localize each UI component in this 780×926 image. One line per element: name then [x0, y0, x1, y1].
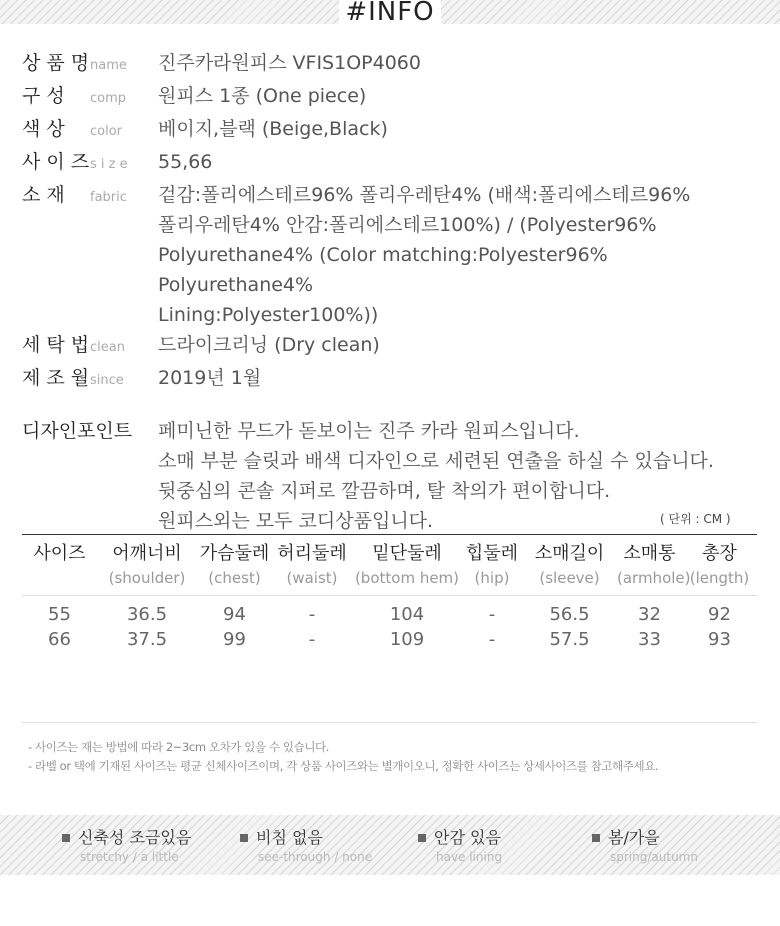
cell: 92: [708, 604, 731, 625]
table-body: [22, 596, 757, 652]
feature-ko: 비침 없음: [256, 828, 323, 847]
info-row-since: [22, 363, 762, 396]
feature-ko: 안감 있음: [434, 828, 501, 847]
header-en-waist: (waist): [286, 569, 338, 587]
header-length: 총장: [702, 543, 737, 564]
cell: 55: [48, 604, 71, 625]
header-shoulder: 어깨너비: [112, 543, 182, 564]
value: 원피스 1종 (One piece): [158, 85, 367, 107]
label-en: name: [90, 58, 127, 73]
cell: 57.5: [549, 629, 590, 650]
value: 진주카라원피스 VFIS1OP4060: [158, 52, 421, 74]
cell: -: [308, 604, 316, 625]
bullet-square-icon: [418, 834, 426, 842]
label-ko: 소 재: [22, 184, 65, 206]
label-en: since: [90, 373, 124, 388]
info-row-color: [22, 114, 762, 147]
size-notes: [28, 738, 658, 776]
table-header-ko: [22, 535, 757, 567]
cell: -: [308, 629, 316, 650]
feature-en: stretchy / a little: [80, 850, 179, 864]
feature-ko: 봄/가을: [608, 828, 660, 847]
header-chest: 가슴둘레: [199, 543, 270, 564]
info-row-comp: [22, 81, 762, 114]
cell: 36.5: [126, 604, 168, 625]
table-row: [22, 627, 757, 652]
header-en-shoulder: (shoulder): [108, 569, 186, 587]
cell: 94: [223, 604, 246, 625]
design-point: [22, 416, 762, 536]
label-ko: 사 이 즈: [22, 151, 90, 173]
feature-band: [0, 815, 780, 875]
cell: 32: [638, 604, 661, 625]
design-line: 원피스외는 모두 코디상품입니다.: [158, 510, 434, 532]
unit-label: ( 단위 : CM ): [660, 512, 731, 526]
cell: 56.5: [549, 604, 590, 625]
value-line: Polyurethane4% (Color matching:Polyester96% Polyurethane4%: [158, 244, 608, 296]
header-sleeve: 소매길이: [534, 543, 605, 564]
bullet-square-icon: [62, 834, 70, 842]
cell: 37.5: [126, 629, 168, 650]
design-line: 소매 부분 슬릿과 배색 디자인으로 세련된 연출을 하실 수 있습니다.: [158, 450, 714, 472]
value-line: 겉감:폴리에스테르96% 폴리우레탄4% (배색:폴리에스테르96%: [158, 184, 691, 206]
info-row-fabric: [22, 180, 762, 330]
value: 베이지,블랙 (Beige,Black): [158, 118, 388, 140]
notes-divider: [22, 722, 757, 723]
note-line: - 사이즈는 재는 방법에 따라 2~3cm 오차가 있을 수 있습니다.: [28, 740, 329, 754]
bullet-square-icon: [592, 834, 600, 842]
label-en: comp: [90, 91, 127, 106]
header-hip: 힙둘레: [465, 543, 519, 564]
bullet-square-icon: [240, 834, 248, 842]
header-en-length: (length): [689, 569, 750, 587]
feature-stretch: [62, 827, 191, 865]
cell: -: [488, 629, 496, 650]
cell: 93: [708, 629, 731, 650]
size-table: [22, 534, 757, 652]
info-row-clean: [22, 330, 762, 363]
label-en: color: [90, 124, 123, 139]
table-row: [22, 602, 757, 627]
header-en-bottom-hem: (bottom hem): [354, 569, 460, 587]
table-header-en: [22, 567, 757, 589]
label-en: fabric: [90, 190, 127, 205]
header-en-armhole: (armhole): [617, 569, 691, 587]
label-en: s i z e: [90, 157, 128, 172]
feature-seethrough: [240, 827, 372, 865]
feature-ko: 신축성 조금있음: [78, 828, 192, 847]
header-armhole: 소매통: [623, 543, 676, 564]
cell: 66: [48, 629, 71, 650]
product-info: [22, 48, 762, 536]
label-ko: 구 성: [22, 85, 65, 107]
header-en-sleeve: (sleeve): [539, 569, 600, 587]
section-title: #INFO: [0, 0, 780, 27]
design-point-label: 디자인포인트: [22, 420, 133, 442]
cell: 104: [389, 604, 425, 625]
info-row-size: [22, 147, 762, 180]
info-row-name: [22, 48, 762, 81]
cell: 109: [389, 629, 425, 650]
design-line: 뒷중심의 콘솔 지퍼로 깔끔하며, 탈 착의가 편이합니다.: [158, 480, 611, 502]
header-en-chest: (chest): [208, 569, 261, 587]
value-line: Lining:Polyester100%)): [158, 304, 379, 326]
note-line: - 라벨 or 택에 기재된 사이즈는 평균 신체사이즈이며, 각 상품 사이즈와는 별개이오니, 정확한 사이즈는 상세사이즈를 참고해주세요.: [28, 759, 659, 773]
design-line: 페미닌한 무드가 돋보이는 진주 카라 원피스입니다.: [158, 420, 580, 442]
feature-lining: [418, 827, 502, 865]
value-line: 폴리우레탄4% 안감:폴리에스테르100%) / (Polyester96%: [158, 214, 657, 236]
cell: 33: [638, 629, 661, 650]
cell: 99: [223, 629, 246, 650]
label-ko: 색 상: [22, 118, 65, 140]
feature-en: have lining: [436, 850, 503, 864]
label-ko: 제 조 월: [22, 367, 90, 389]
value: 55,66: [158, 151, 213, 173]
value: 2019년 1월: [158, 367, 262, 389]
value: 드라이크리닝 (Dry clean): [158, 334, 380, 356]
label-en: clean: [90, 340, 125, 355]
cell: -: [488, 604, 496, 625]
feature-season: [592, 827, 698, 865]
header-en-size: [22, 567, 97, 589]
header-size: 사이즈: [33, 543, 86, 564]
feature-en: see-through / none: [258, 850, 373, 864]
header-bottom-hem: 밑단둘레: [372, 543, 442, 564]
label-ko: 상 품 명: [22, 52, 90, 74]
feature-en: spring/autumn: [610, 850, 698, 864]
header-waist: 허리둘레: [277, 543, 347, 564]
label-ko: 세 탁 법: [22, 334, 90, 356]
header-en-hip: (hip): [474, 569, 510, 587]
